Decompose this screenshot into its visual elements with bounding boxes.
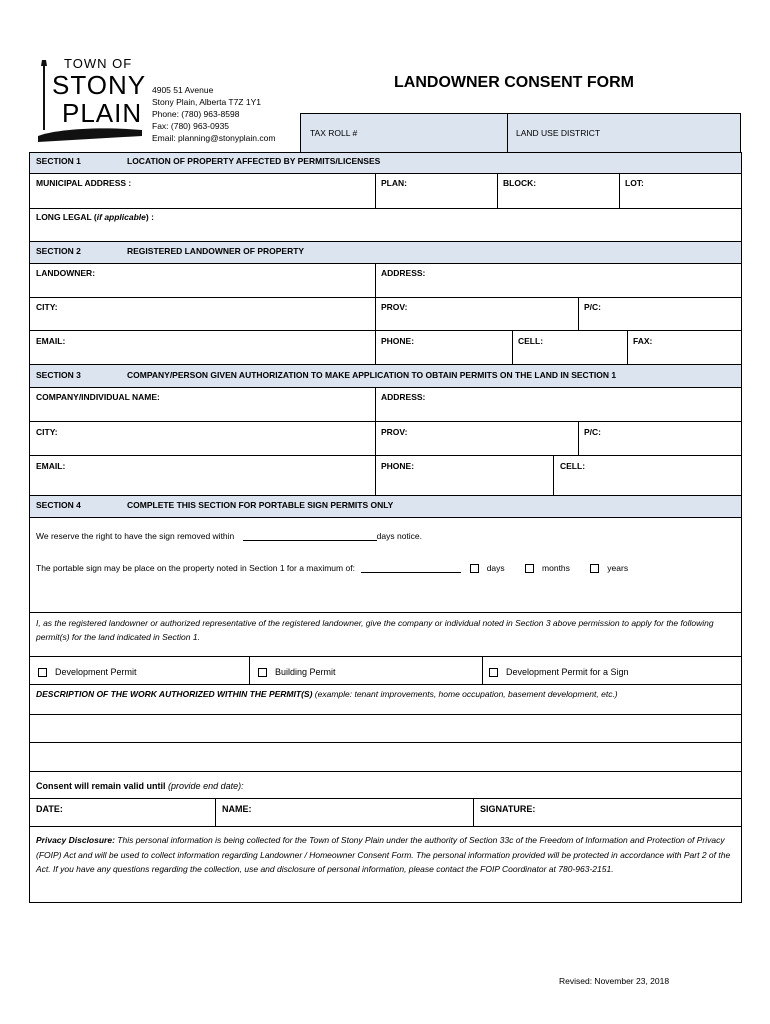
revised-date: Revised: November 23, 2018 [559, 976, 670, 986]
office-address [152, 84, 275, 144]
landowner-prov-field[interactable]: PROV: [381, 302, 408, 312]
tax-roll-field[interactable]: TAX ROLL # [310, 128, 358, 138]
address-street: 4905 51 Avenue [152, 85, 214, 95]
description-line-1[interactable] [29, 715, 742, 742]
block-field[interactable]: BLOCK: [503, 178, 537, 188]
section-3-label: SECTION 3 [36, 370, 81, 380]
landowner-field[interactable]: LANDOWNER: [36, 268, 96, 278]
address-city: Stony Plain, Alberta T7Z 1Y1 [152, 97, 261, 107]
development-permit-option[interactable] [38, 667, 137, 677]
landowner-postal-field[interactable]: P/C: [584, 302, 601, 312]
description-line-2[interactable] [29, 743, 742, 771]
months-option[interactable] [525, 563, 570, 573]
days-checkbox[interactable] [470, 564, 479, 573]
company-phone-field[interactable]: PHONE: [381, 461, 415, 471]
building-permit-checkbox[interactable] [258, 668, 267, 677]
address-phone: Phone: (780) 963-8598 [152, 109, 240, 119]
company-prov-field[interactable]: PROV: [381, 427, 408, 437]
landowner-fax-field[interactable]: FAX: [633, 336, 653, 346]
land-use-district-field[interactable]: LAND USE DISTRICT [516, 128, 601, 138]
form-title: LANDOWNER CONSENT FORM [394, 74, 634, 91]
long-legal-field[interactable] [36, 212, 154, 222]
privacy-text: This personal information is being collected for the Town of Stony Plain under the authority of Section 33c of the Freedom of Information and Protection of Privacy (FOIP) Act and will be used to collect information regarding Landowner / Homeowner Consent Form. The personal information provided will be protected in accordance with Part 2 of the Act. If you have any questions regarding the collection, use and disclosure of personal information, please contact the FOIP Coordinator at 780-963-2151. [36, 835, 731, 874]
logo-plain: PLAIN [62, 98, 143, 128]
description-heading [36, 689, 618, 699]
landowner-city-field[interactable]: CITY: [36, 302, 58, 312]
municipal-address-field[interactable]: MUNICIPAL ADDRESS : [36, 178, 132, 188]
company-address-field[interactable]: ADDRESS: [381, 392, 426, 402]
logo-town-of: TOWN OF [64, 56, 133, 71]
section-2-label: SECTION 2 [36, 246, 81, 256]
removal-notice-text: We reserve the right to have the sign removed within [36, 531, 235, 541]
portable-duration-input[interactable] [361, 562, 461, 573]
long-legal-label: LONG LEGAL ( [36, 212, 97, 222]
building-permit-option[interactable] [258, 667, 336, 677]
years-option-label: years [607, 562, 629, 573]
portable-duration-text: The portable sign may be place on the property noted in Section 1 for a maximum of: [36, 562, 355, 573]
consent-end-date-field[interactable] [36, 781, 244, 791]
section-1-title: LOCATION OF PROPERTY AFFECTED BY PERMITS/LICENSES [127, 156, 381, 166]
privacy-disclosure [36, 833, 736, 877]
if-applicable-note: if applicable [96, 212, 146, 222]
description-example: (example: tenant improvements, home occupation, basement development, etc.) [314, 689, 618, 699]
landowner-email-field[interactable]: EMAIL: [36, 336, 66, 346]
months-checkbox[interactable] [525, 564, 534, 573]
removal-notice-line [36, 530, 422, 541]
company-cell-field[interactable]: CELL: [560, 461, 586, 471]
portable-duration-line [36, 562, 628, 573]
address-email: Email: planning@stonyplain.com [152, 133, 276, 143]
years-checkbox[interactable] [590, 564, 599, 573]
description-title: DESCRIPTION OF THE WORK AUTHORIZED WITHIN THE PERMIT(S) [36, 689, 313, 699]
days-notice-text: days notice. [376, 531, 423, 541]
privacy-label: Privacy Disclosure: [36, 835, 115, 845]
company-email-field[interactable]: EMAIL: [36, 461, 66, 471]
sign-permit-label: Development Permit for a Sign [506, 667, 629, 677]
authorization-statement: I, as the registered landowner or authorized representative of the registered landowner, give the company or individual noted in Section 3 above permission to apply for the following permit(s) for the land indicated in Section 1. [36, 618, 714, 642]
section-4-title: COMPLETE THIS SECTION FOR PORTABLE SIGN PERMITS ONLY [127, 500, 394, 510]
sign-permit-option[interactable] [489, 667, 629, 677]
consent-label: Consent will remain valid until [36, 781, 166, 791]
section-2-title: REGISTERED LANDOWNER OF PROPERTY [127, 246, 305, 256]
landowner-phone-field[interactable]: PHONE: [381, 336, 415, 346]
signature-field[interactable]: SIGNATURE: [480, 804, 536, 814]
landowner-address-field[interactable]: ADDRESS: [381, 268, 426, 278]
development-permit-checkbox[interactable] [38, 668, 47, 677]
plan-field[interactable]: PLAN: [381, 178, 407, 188]
address-fax: Fax: (780) 963-0935 [152, 121, 230, 131]
company-city-field[interactable]: CITY: [36, 427, 58, 437]
section-3-title: COMPANY/PERSON GIVEN AUTHORIZATION TO MAKE APPLICATION TO OBTAIN PERMITS ON THE LAND IN SECTION 1 [127, 370, 617, 380]
section-4-label: SECTION 4 [36, 500, 81, 510]
landowner-cell-field[interactable]: CELL: [518, 336, 544, 346]
days-option[interactable] [470, 563, 505, 573]
removal-days-input[interactable] [243, 530, 377, 541]
sign-permit-checkbox[interactable] [489, 668, 498, 677]
years-option[interactable] [590, 563, 628, 573]
company-postal-field[interactable]: P/C: [584, 427, 601, 437]
logo [34, 56, 147, 148]
lot-field[interactable]: LOT: [625, 178, 644, 188]
date-field[interactable]: DATE: [36, 804, 63, 814]
building-permit-label: Building Permit [275, 667, 336, 677]
logo-stony: STONY [52, 70, 147, 100]
section-1-label: SECTION 1 [36, 156, 81, 166]
months-option-label: months [542, 562, 570, 573]
long-legal-label-end: ) : [145, 212, 154, 222]
company-name-field[interactable]: COMPANY/INDIVIDUAL NAME: [36, 392, 160, 402]
consent-hint: (provide end date): [168, 781, 244, 791]
development-permit-label: Development Permit [55, 667, 137, 677]
days-option-label: days [486, 562, 505, 573]
name-field[interactable]: NAME: [222, 804, 252, 814]
